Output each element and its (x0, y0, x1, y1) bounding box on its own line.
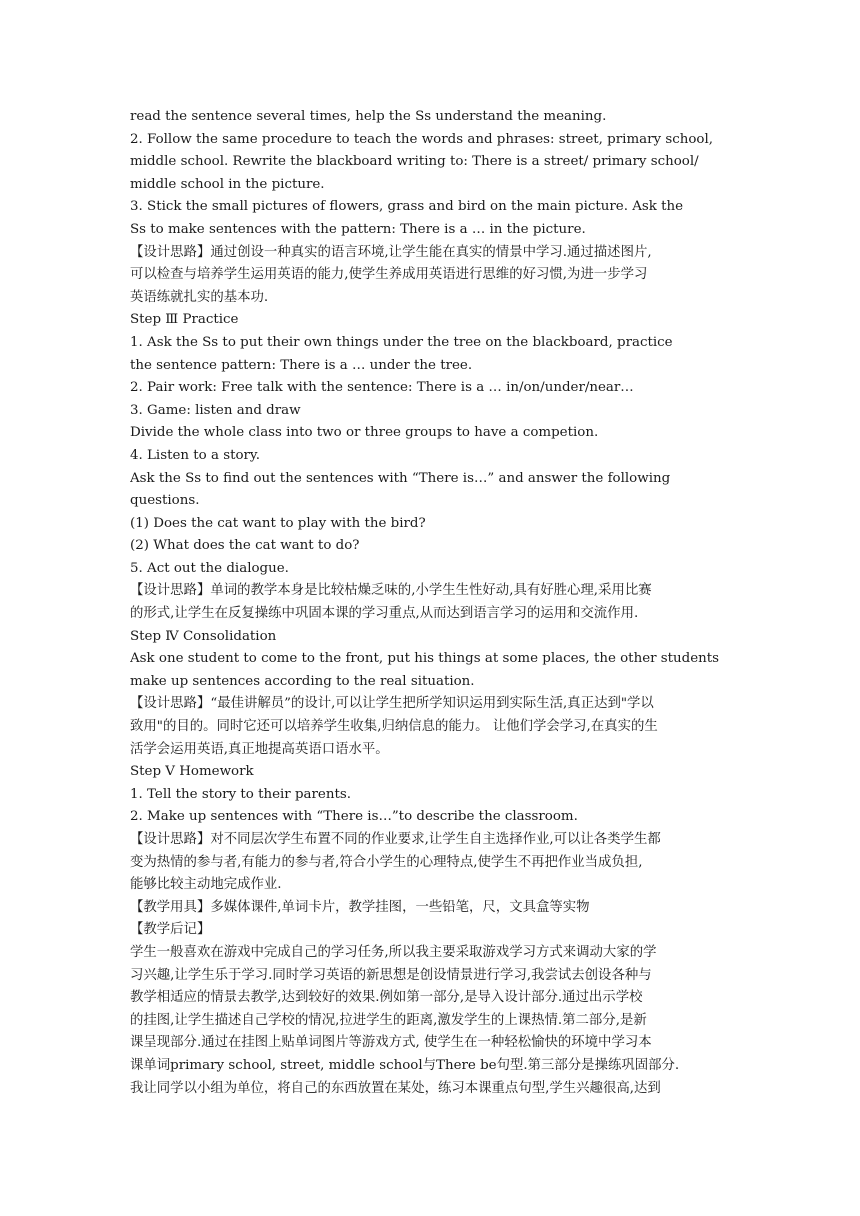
text-line: 【教学用具】多媒体课件,单词卡片，教学挂图，一些铅笔，尺，文具盒等实物 (130, 899, 590, 915)
text-line: 的挂图,让学生描述自己学校的情况,拉进学生的距离,激发学生的上课热情.第二部分,是新 (130, 1012, 647, 1028)
text-line: 2. Pair work: Free talk with the sentence: There is a … in/on/under/near… (130, 380, 634, 396)
text-line: 2. Follow the same procedure to teach the words and phrases: street, primary school, (130, 131, 714, 147)
text-line: 能够比较主动地完成作业. (130, 877, 282, 893)
text-line: 可以检查与培养学生运用英语的能力,使学生养成用英语进行思维的好习惯,为进一步学习 (130, 267, 648, 283)
text-line: read the sentence several times, help the Ss understand the meaning. (130, 109, 607, 124)
text-line: the sentence pattern: There is a … under the tree. (130, 357, 473, 373)
text-line: Step Ⅳ Consolidation (130, 628, 277, 644)
text-line: 4. Listen to a story. (130, 447, 260, 463)
text-line: (2) What does the cat want to do? (130, 538, 360, 554)
text-line: Step Ⅴ Homework (130, 764, 254, 780)
text-line: Divide the whole class into two or three groups to have a competion. (130, 425, 599, 441)
text-line: 的形式,让学生在反复操练中巩固本课的学习重点,从而达到语言学习的运用和交流作用. (130, 606, 639, 622)
text-line: 1. Tell the story to their parents. (130, 786, 351, 802)
text-line: 学生一般喜欢在游戏中完成自己的学习任务,所以我主要采取游戏学习方式来调动大家的学 (130, 944, 657, 960)
text-line: make up sentences according to the real situation. (130, 673, 475, 689)
text-line: Ask one student to come to the front, put his things at some places, the other students (130, 651, 720, 667)
text-line: (1) Does the cat want to play with the bird? (130, 515, 426, 531)
text-line: middle school. Rewrite the blackboard writing to: There is a street/ primary school/ (130, 154, 699, 170)
text-line: 变为热情的参与者,有能力的参与者,符合小学生的心理特点,使学生不再把作业当成负担, (130, 854, 643, 870)
text-line: 3. Stick the small pictures of flowers, grass and bird on the main picture. Ask the (130, 199, 684, 215)
text-line: 习兴趣,让学生乐于学习.同时学习英语的新思想是创设情景进行学习,我尝试去创设各种与 (130, 967, 652, 983)
text-line: 【设计思路】通过创设一种真实的语言环境,让学生能在真实的情景中学习.通过描述图片, (130, 244, 652, 260)
document-page (130, 106, 732, 1100)
text-line: Ask the Ss to find out the sentences with “There is…” and answer the following (130, 470, 671, 486)
text-line: middle school in the picture. (130, 176, 325, 192)
text-line: 5. Act out the dialogue. (130, 560, 289, 576)
text-line: 2. Make up sentences with “There is…”to describe the classroom. (130, 809, 578, 825)
text-line: 3. Game: listen and draw (130, 402, 301, 418)
text-line: Step Ⅲ Practice (130, 312, 239, 328)
text-line: 【设计思路】对不同层次学生布置不同的作业要求,让学生自主选择作业,可以让各类学生都 (130, 832, 661, 847)
text-line: 致用"的目的。同时它还可以培养学生收集,归纳信息的能力。 让他们学会学习,在真实的生 (130, 719, 658, 735)
text-line: 【教学后记】 (130, 922, 211, 938)
text-line: 教学相适应的情景去教学,达到较好的效果.例如第一部分,是导入设计部分.通过出示学校 (130, 990, 643, 1006)
text-line: 1. Ask the Ss to put their own things under the tree on the blackboard, practice (130, 334, 673, 350)
text-line: 【设计思路】单词的教学本身是比较枯燥乏味的,小学生生性好动,具有好胜心理,采用比赛 (130, 583, 652, 599)
text-line: 【设计思路】“最佳讲解员”的设计,可以让学生把所学知识运用到实际生活,真正达到"学以 (130, 696, 654, 712)
text-line: Ss to make sentences with the pattern: There is a … in the picture. (130, 221, 586, 237)
text-line: 课呈现部分.通过在挂图上贴单词图片等游戏方式, 使学生在一种轻松愉快的环境中学习本 (130, 1035, 652, 1051)
text-line: 课单词primary school, street, middle school与There be句型.第三部分是操练巩固部分. (130, 1057, 680, 1073)
text-line: 我让同学以小组为单位，将自己的东西放置在某处，练习本课重点句型,学生兴趣很高,达到 (130, 1080, 661, 1096)
text-line: 英语练就扎实的基本功. (130, 289, 269, 305)
text-line: 活学会运用英语,真正地提高英语口语水平。 (130, 741, 389, 757)
text-line: questions. (130, 493, 200, 509)
